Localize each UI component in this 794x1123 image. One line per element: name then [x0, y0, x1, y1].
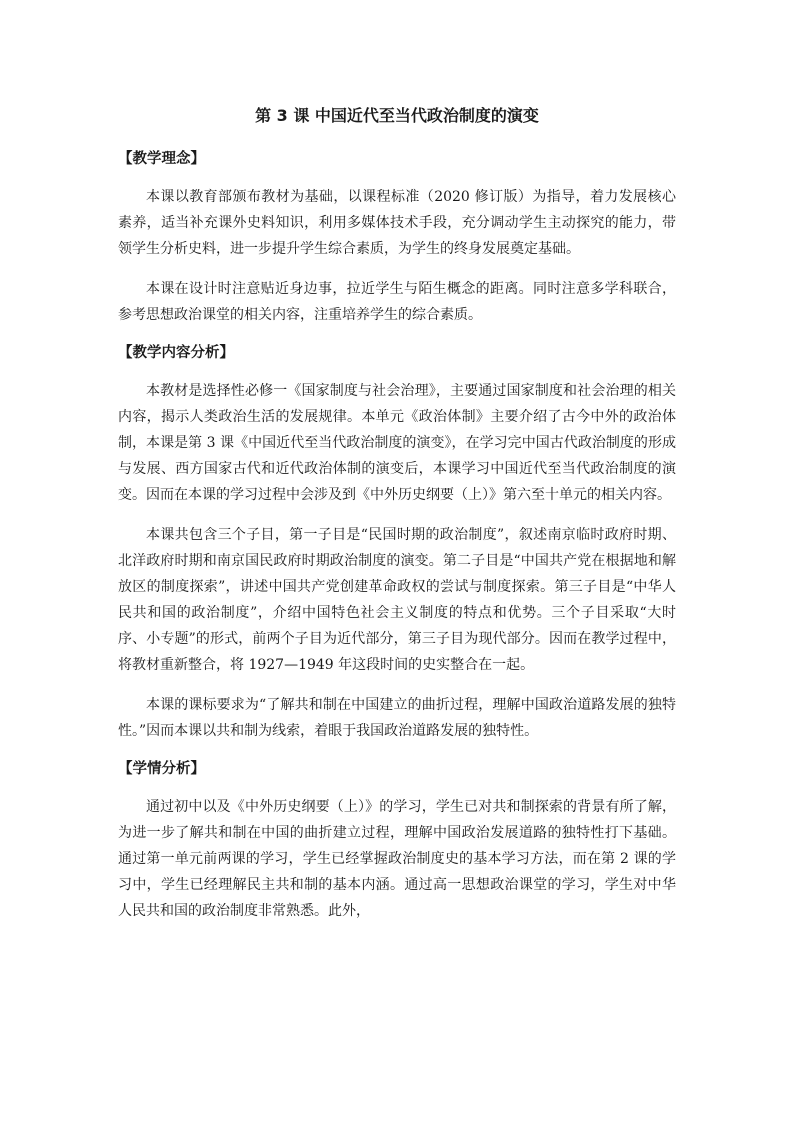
paragraph: 本课在设计时注意贴近身边事，拉近学生与陌生概念的距离。同时注意多学科联合，参考思想政治课堂的相关内容，注重培养学生的综合素质。 — [118, 281, 676, 323]
paragraph: 本教材是选择性必修一《国家制度与社会治理》，主要通过国家制度和社会治理的相关内容，揭示人类政治生活的发展规律。本单元《政治体制》主要介绍了古今中外的政治体制，本课是第 3 课《中国近代至当代政治制度的演变》，在学习完中国古代政治制度的形成与发展、西方国家古代和近代政治体制的演变后，本课学习中国近代至当代政治制度的演变。因而在本课的学习过程中会涉及到《中外历史纲要（上）》第六至十单元的相关内容。 — [118, 383, 676, 503]
paragraph: 本课以教育部颁布教材为基础，以课程标准（2020 修订版）为指导，着力发展核心素养，适当补充课外史料知识，利用多媒体技术手段，充分调动学生主动探究的能力，带领学生分析史料，进一步提升学生综合素质，为学生的终身发展奠定基础。 — [118, 189, 676, 257]
document-page — [118, 104, 676, 938]
section-heading: 【学情分析】 — [118, 761, 205, 777]
paragraph: 通过初中以及《中外历史纲要（上）》的学习，学生已对共和制探索的背景有所了解，为进一步了解共和制在中国的曲折建立过程，理解中国政治发展道路的独特性打下基础。通过第一单元前两课的学习，学生已经掌握政治制度史的基本学习方法，而在第 2 课的学习中，学生已经理解民主共和制的基本内涵。通过高一思想政治课堂的学习，学生对中华人民共和国的政治制度非常熟悉。此外， — [118, 799, 676, 919]
section-heading: 【教学内容分析】 — [118, 345, 234, 361]
paragraph: 本课的课标要求为“了解共和制在中国建立的曲折过程，理解中国政治道路发展的独特性。”因而本课以共和制为线索，着眼于我国政治道路发展的独特性。 — [118, 697, 676, 739]
section-learner-analysis — [118, 758, 676, 924]
document-title: 第 3 课 中国近代至当代政治制度的演变 — [255, 106, 539, 125]
section-content-analysis — [118, 342, 676, 744]
paragraph: 本课共包含三个子目，第一子目是“民国时期的政治制度”，叙述南京临时政府时期、北洋政府时期和南京国民政府时期政治制度的演变。第二子目是“中国共产党在根据地和解放区的制度探索”，讲述中国共产党创建革命政权的尝试与制度探索。第三子目是“中华人民共和国的政治制度”，介绍中国特色社会主义制度的特点和优势。三个子目采取“大时序、小专题”的形式，前两个子目为近代部分，第三子目为现代部分。因而在教学过程中，将教材重新整合，将 1927—1949 年这段时间的史实整合在一起。 — [118, 527, 676, 673]
section-teaching-philosophy — [118, 148, 676, 328]
section-heading: 【教学理念】 — [118, 151, 205, 167]
